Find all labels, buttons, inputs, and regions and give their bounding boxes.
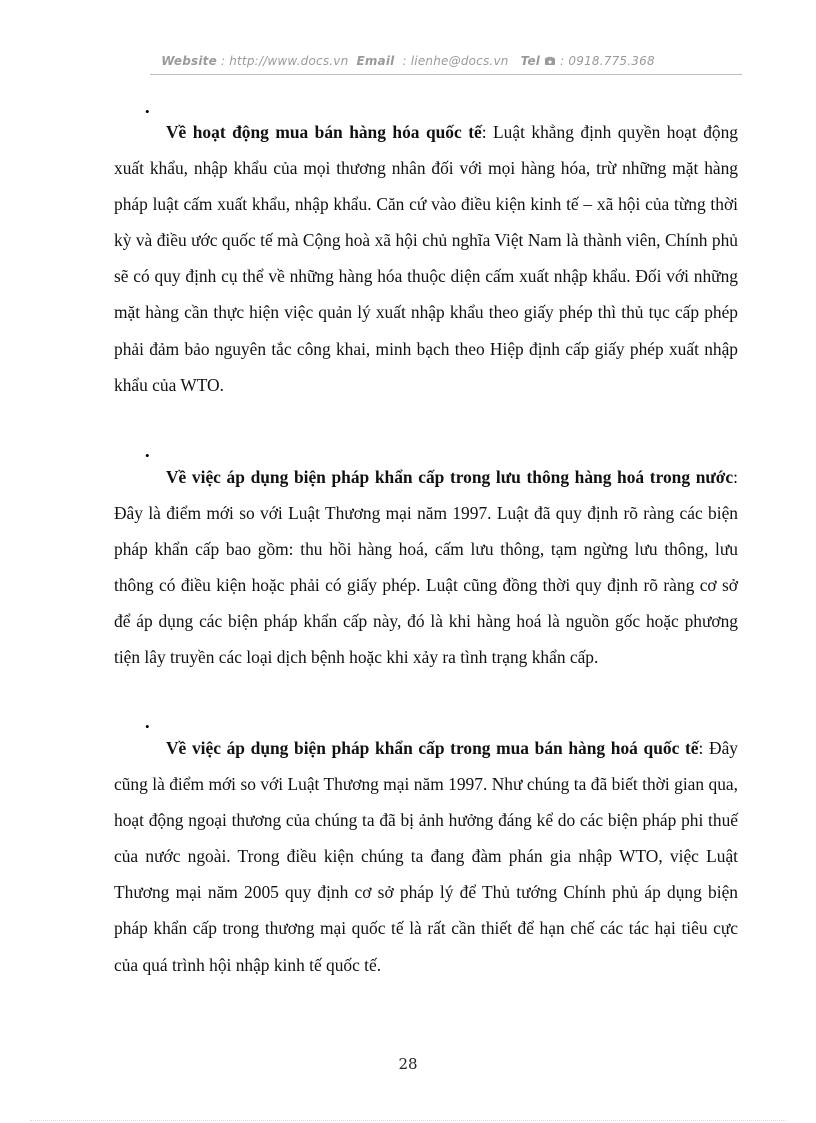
footer-divider bbox=[30, 1120, 786, 1121]
paragraph-1-body: : Luật khẳng định quyền hoạt động xuất khẩu, nhập khẩu của mọi thương nhân đối với mọi hàng hóa, trừ những mặt hàng pháp luật cấm xuất khẩu, nhập khẩu. Căn cứ vào điều kiện kinh tế – xã hội của từng thời kỳ và điều ước quốc tế mà Cộng hoà xã hội chủ nghĩa Việt Nam là thành viên, Chính phủ sẽ có quy định cụ thể về những hàng hóa thuộc diện cấm xuất nhập khẩu. Đối với những mặt hàng cần thực hiện việc quản lý xuất nhập khẩu theo giấy phép thì thủ tục cấp phép phải đảm bảo nguyên tắc công khai, minh bạch theo Hiệp định cấp giấy phép xuất nhập khẩu của WTO. bbox=[114, 122, 738, 395]
website-label: Website bbox=[161, 54, 217, 68]
bullet-1: • bbox=[145, 104, 150, 119]
paragraph-2-heading: Về việc áp dụng biện pháp khẩn cấp trong lưu thông hàng hoá trong nước bbox=[166, 467, 734, 487]
paragraph-1 bbox=[114, 114, 738, 403]
paragraph-2-body: : Đây là điểm mới so với Luật Thương mại năm 1997. Luật đã quy định rõ ràng các biện pháp khẩn cấp bao gồm: thu hồi hàng hoá, cấm lưu thông, tạm ngừng lưu thông, lưu thông có điều kiện hoặc phải có giấy phép. Luật cũng đồng thời quy định rõ ràng cơ sở để áp dụng các biện pháp khẩn cấp này, đó là khi hàng hoá là nguồn gốc hoặc phương tiện lây truyền các loại dịch bệnh hoặc khi xảy ra tình trạng khẩn cấp. bbox=[114, 467, 738, 668]
email-label: Email bbox=[356, 54, 395, 68]
paragraph-1-heading: Về hoạt động mua bán hàng hóa quốc tế bbox=[166, 122, 482, 142]
paragraph-2 bbox=[114, 459, 738, 676]
website-value: : http://www.docs.vn bbox=[220, 54, 349, 68]
paragraph-3 bbox=[114, 730, 738, 983]
tel-label: Tel bbox=[520, 54, 541, 68]
paragraph-3-body: : Đây cũng là điểm mới so với Luật Thương mại năm 1997. Như chúng ta đã biết thời gian qua, hoạt động ngoại thương của chúng ta đã bị ảnh hưởng đáng kể do các biện pháp phi thuế của nước ngoài. Trong điều kiện chúng ta đang đàm phán gia nhập WTO, việc Luật Thương mại năm 2005 quy định cơ sở pháp lý để Thủ tướng Chính phủ áp dụng biện pháp khẩn cấp trong thương mại quốc tế là rất cần thiết để hạn chế các tác hại tiêu cực của quá trình hội nhập kinh tế quốc tế. bbox=[114, 738, 739, 975]
paragraph-3-heading: Về việc áp dụng biện pháp khẩn cấp trong mua bán hàng hoá quốc tế bbox=[166, 738, 699, 758]
bullet-2: • bbox=[145, 448, 150, 463]
page-number: 28 bbox=[398, 1055, 418, 1073]
tel-value: : 0918.775.368 bbox=[560, 54, 655, 68]
email-value: : lienhe@docs.vn bbox=[402, 54, 509, 68]
bullet-3: • bbox=[145, 719, 150, 734]
